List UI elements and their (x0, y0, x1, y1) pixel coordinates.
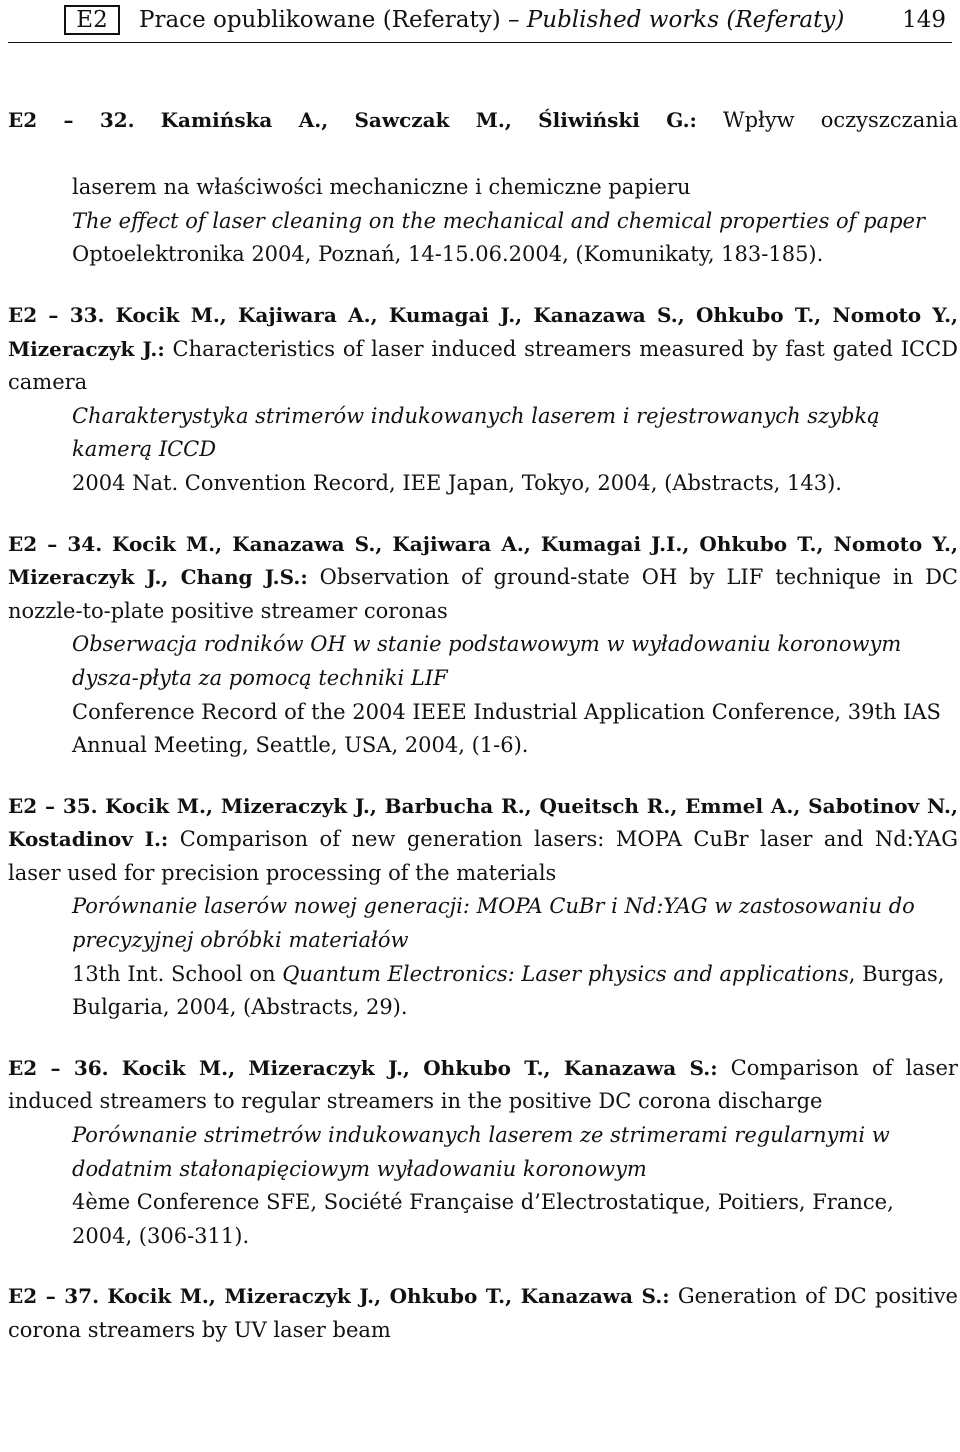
section-title-dash: – (507, 7, 520, 33)
entry-id: E2 – 33. (8, 302, 105, 327)
entry-title-pl-start: Wpływ oczyszczania (722, 108, 958, 132)
entry-id: E2 – 36. (8, 1055, 109, 1080)
section-title (139, 2, 844, 38)
entry-authors: Kocik M., Kanazawa S., Kajiwara A., Kumagai J.I., Ohkubo T., Nomoto Y., Mizeraczyk J., Chang J.S.: (8, 531, 958, 590)
entry-venue: Conference Record of the 2004 IEEE Industrial Application Conference, 39th IAS Annual Meeting, Seattle, USA, 2004, (1-6). (72, 699, 941, 758)
entry-heading (8, 299, 958, 400)
entry-body (8, 299, 958, 501)
entry-id: E2 – 32. (8, 108, 135, 132)
entry-authors: Kocik M., Mizeraczyk J., Ohkubo T., Kanazawa S.: (121, 1055, 718, 1080)
running-header (8, 2, 952, 43)
publication-entry (8, 790, 958, 1025)
entry-venue (72, 958, 958, 1025)
entry-title-en: Comparison of new generation lasers: MOPA CuBr laser and Nd:YAG laser used for precision processing of the materials (8, 827, 958, 885)
entry-title-pl-continuation: laserem na właściwości mechaniczne i chemiczne papieru (72, 175, 691, 200)
page-number: 149 (902, 7, 946, 33)
entry-details (8, 1119, 958, 1253)
entry-body (8, 171, 958, 272)
entry-details (8, 400, 958, 501)
entry-title-en: Observation of ground-state OH by LIF technique in DC nozzle-to-plate positive streamer coronas (8, 565, 958, 623)
entry-venue-series: Quantum Electronics: Laser physics and applications (282, 961, 849, 986)
publication-entry (8, 104, 958, 272)
publication-entry (8, 1280, 958, 1347)
entry-authors: Kocik M., Mizeraczyk J., Ohkubo T., Kanazawa S.: (107, 1284, 670, 1309)
entry-title-pl: Porównanie strimetrów indukowanych laserem ze strimerami regularnymi w dodatnim stałonapięciowym wyładowaniu koronowym (72, 1123, 890, 1181)
section-title-pl: Prace opublikowane (Referaty) (139, 7, 501, 33)
entry-venue: 2004 Nat. Convention Record, IEE Japan, Tokyo, 2004, (Abstracts, 143). (72, 470, 842, 495)
entry-id: E2 – 34. (8, 531, 103, 556)
entry-heading (8, 1280, 958, 1347)
publication-entry (8, 299, 958, 501)
entry-title-pl: Charakterystyka strimerów indukowanych laserem i rejestrowanych szybką kamerą ICCD (72, 403, 880, 462)
entry-venue: Optoelektronika 2004, Poznań, 14-15.06.2004, (Komunikaty, 183-185). (72, 242, 824, 267)
entry-title-en: Comparison of laser induced streamers to regular streamers in the positive DC corona discharge (8, 1055, 958, 1114)
publication-entry (8, 1052, 958, 1254)
entry-heading (8, 528, 958, 629)
entry-authors: Kocik M., Mizeraczyk J., Barbucha R., Queitsch R., Emmel A., Sabotinov N., Kostadinov I.: (8, 793, 958, 852)
section-title-en: Published works (Referaty) (526, 7, 845, 33)
entry-title-en: Characteristics of laser induced streamers measured by fast gated ICCD camera (8, 336, 958, 395)
entry-authors: Kamińska A., Sawczak M., Śliwiński G.: (160, 108, 697, 132)
publication-entry (8, 528, 958, 763)
entry-title-pl: Porównanie laserów nowej generacji: MOPA CuBr i Nd:YAG w zastosowaniu do precyzyjnej obróbki materiałów (72, 894, 915, 953)
entry-heading (8, 790, 958, 891)
publication-list (8, 104, 958, 1375)
entry-details (8, 628, 958, 762)
entry-venue-suffix: , Burgas, Bulgaria, 2004, (Abstracts, 29). (72, 961, 945, 1020)
entry-heading (8, 104, 958, 171)
entry-details (8, 890, 958, 1024)
section-code-box (64, 5, 120, 35)
entry-authors: Kocik M., Kajiwara A., Kumagai J., Kanazawa S., Ohkubo T., Nomoto Y., Mizeraczyk J.: (8, 302, 959, 361)
entry-venue-prefix: 13th Int. School on (72, 961, 276, 986)
entry-title-en: The effect of laser cleaning on the mechanical and chemical properties of paper (72, 208, 925, 233)
section-code: E2 (76, 7, 108, 33)
entry-venue: 4ème Conference SFE, Société Française d’Electrostatique, Poitiers, France, 2004, (306-311). (72, 1190, 894, 1248)
entry-title-pl: Obserwacja rodników OH w stanie podstawowym w wyładowaniu koronowym dysza-płyta za pomocą techniki LIF (72, 632, 902, 690)
entry-id: E2 – 37. (8, 1284, 100, 1309)
entry-title-en: Generation of DC positive corona streamers by UV laser beam (8, 1284, 958, 1342)
entry-heading (8, 1052, 958, 1119)
entry-id: E2 – 35. (8, 793, 98, 818)
